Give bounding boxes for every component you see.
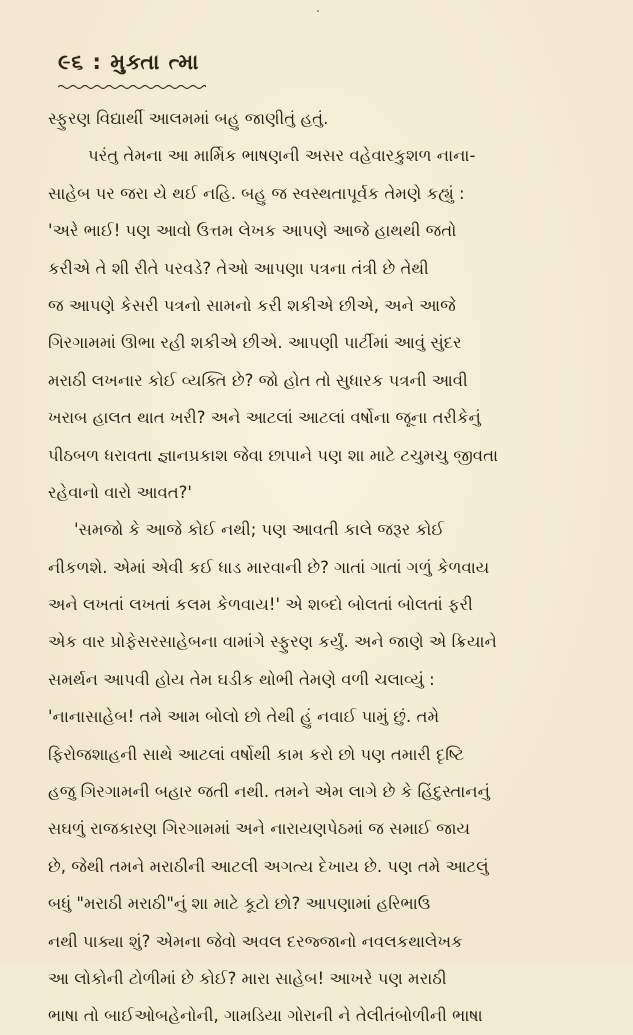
text-line: ગિરગામમાં ઊભા રહી શકીએ છીએ. આપણી પાર્ટીમાં આવું સુંદર	[48, 333, 462, 353]
text-line: નીકળશે. એમાં એવી કઈ ધાડ મારવાની છે? ગાતાં ગાતાં ગળું કેળવાય	[48, 557, 490, 577]
text-line: 'સમજો કે આજે કોઈ નથી; પણ આવતી કાલે જરૂર કોઈ	[74, 520, 445, 540]
text-line: જ આપણે કેસરી પત્રનો સામનો કરી શકીએ છીએ, અને આજે	[48, 295, 456, 315]
page-header: ૯૬ : મુક્તા ત્મા	[58, 50, 200, 74]
text-line: ફિરોજશાહની સાથે આટલાં વર્ષોથી કામ કરો છો પણ તમારી દૃષ્ટિ	[48, 744, 465, 764]
text-line: પરંતુ તેમના આ માર્મિક ભાષણની અસર વહેવારકુશળ નાના-	[88, 146, 476, 166]
text-line: સાહેબ પર જરા યે થઈ નહિ. બહુ જ સ્વસ્થતાપૂર્વક તેમણે કહ્યું :	[48, 183, 465, 203]
text-line: ખરાબ હાલત થાત ખરી? અને આટલાં આટલાં વર્ષોના જૂના તરીકેનું	[48, 408, 481, 428]
text-line: ભાષા તો બાઈઓબહેનોની, ગામડિયા ગોરાની ને તેલીતંબોળીની ભાષા	[48, 1006, 483, 1026]
text-line: સઘળું રાજકારણ ગિરગામમાં અને નારાયણપેઠમાં જ સમાઈ જાય	[48, 819, 471, 839]
text-line: આ લોકોની ટોળીમાં છે કોઈ? મારા સાહેબ! આખરે પણ મરાઠી	[48, 968, 447, 988]
text-line: છે, જેથી તમને મરાઠીની આટલી અગત્ય દેખાય છે. પણ તમે આટલું	[48, 856, 489, 876]
text-line: મરાઠી લખનાર કોઈ વ્યક્તિ છે? જો હોત તો સુધારક પત્રની આવી	[48, 370, 468, 390]
text-line: સ્ફુરણ વિદ્યાર્થી આલમમાં બહુ જાણીતું હતું.	[48, 109, 329, 128]
text-line: સમર્થન આપવી હોય તેમ ઘડીક થોભી તેમણે વળી ચલાવ્યું :	[48, 669, 435, 689]
text-line: હજુ ગિરગામની બહાર જતી નથી. તમને એમ લાગે છે કે હિંદુસ્તાનનું	[48, 782, 490, 802]
text-line: એક વાર પ્રોફેસરસાહેબના વામાંગે સ્ફુરણ કર્યું. અને જાણે એ ક્રિયાને	[48, 632, 497, 652]
text-line: નથી પાક્યા શું? એમના જેવો અવલ દરજ્જાનો નવલકથાલેખક	[48, 931, 463, 951]
text-line: પીઠબળ ધરાવતા જ્ઞાનપ્રકાશ જેવા છાપાને પણ શા માટે ટચુમચુ જીવતા	[48, 445, 499, 465]
text-line: અને લખતાં લખતાં કલમ કેળવાય!' એ શબ્દો બોલતાં બોલતાં ફરી	[48, 595, 473, 615]
text-line: 'અરે ભાઈ! પણ આવો ઉત્તમ લેખક આપણે આજે હાથથી જતો	[48, 221, 457, 241]
body-text	[48, 100, 596, 1035]
text-line: બધું "મરાઠી મરાઠી"નું શા માટે કૂટો છો? આપણામાં હરિભાઉ	[48, 894, 431, 914]
decorative-wavy-rule	[58, 84, 206, 90]
text-line: રહેવાનો વારો આવત?'	[48, 482, 192, 502]
speck-mark	[317, 10, 319, 12]
text-line: કરીએ તે શી રીતે પરવડે? તેઓ આપણા પત્રના તંત્રી છે તેથી	[48, 258, 429, 278]
text-line: 'નાનાસાહેબ! તમે આમ બોલો છો તેથી હું નવાઈ પામું છું. તમે	[48, 707, 440, 727]
